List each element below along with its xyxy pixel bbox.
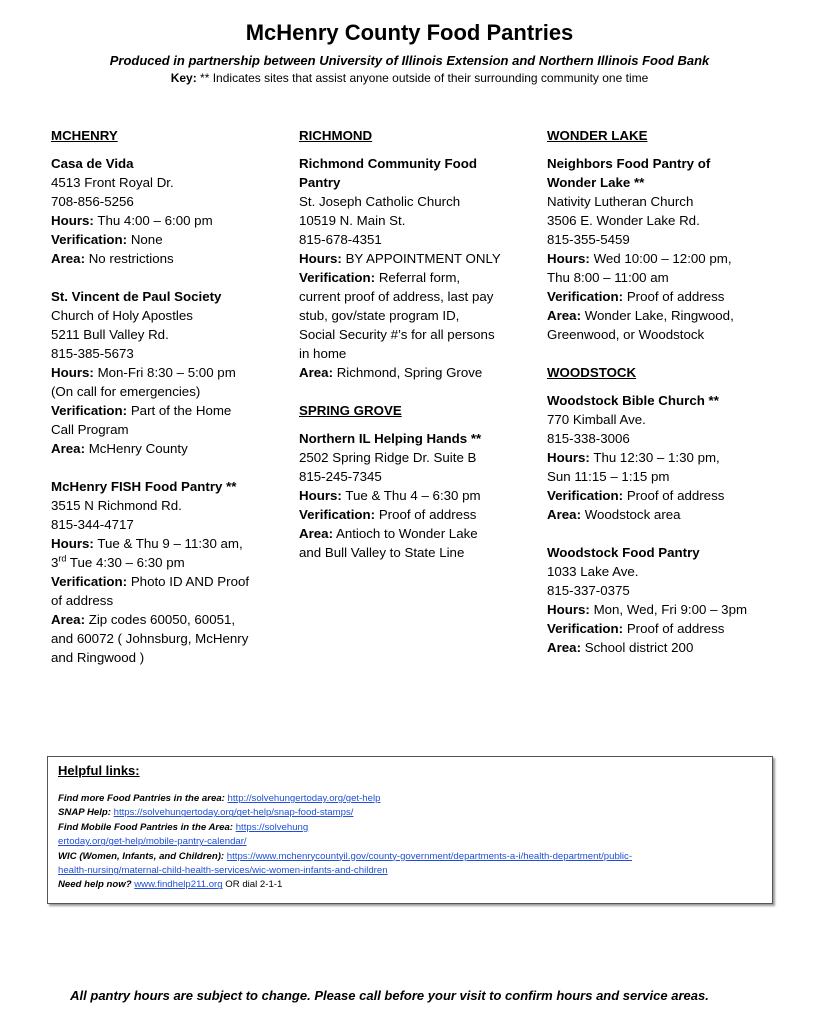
pantry-area xyxy=(51,249,283,268)
hours-label: Hours: xyxy=(299,488,342,503)
column-mchenry xyxy=(51,126,283,686)
pantry-area xyxy=(51,610,283,629)
verification-value: Referral form, xyxy=(378,270,461,285)
link-row-help-now xyxy=(58,878,762,892)
mobile-pantries-link[interactable]: https://solvehung xyxy=(235,821,309,833)
hours-label: Hours: xyxy=(51,536,94,551)
pantry-phone[interactable]: 815-678-4351 xyxy=(299,232,382,247)
pantry-address: 5211 Bull Valley Rd. xyxy=(51,327,169,342)
pantry-hours xyxy=(547,600,787,619)
area-value: Antioch to Wonder Lake xyxy=(335,526,478,541)
link-row-wic xyxy=(58,850,762,864)
hours-label: Hours: xyxy=(547,602,590,617)
pantry-area xyxy=(299,363,531,382)
link-label: Find Mobile Food Pantries in the Area: xyxy=(58,821,234,833)
area-label: Area: xyxy=(547,308,581,323)
hours-label: Hours: xyxy=(51,365,94,380)
pantry-address: 3506 E. Wonder Lake Rd. xyxy=(547,213,700,228)
page-header xyxy=(0,18,819,86)
pantry-name: Woodstock Food Pantry xyxy=(547,545,700,560)
area-label: Area: xyxy=(547,640,581,655)
pantry-verification xyxy=(51,230,283,249)
pantry-area xyxy=(547,638,787,657)
pantry-name: Casa de Vida xyxy=(51,156,134,171)
area-continued: and 60072 ( Johnsburg, McHenry xyxy=(51,631,249,646)
pantry-name: Northern IL Helping Hands ** xyxy=(299,431,482,446)
pantry-hours xyxy=(299,249,531,268)
pantry-address: 4513 Front Royal Dr. xyxy=(51,175,174,190)
area-label: Area: xyxy=(299,526,333,541)
hours-value: Mon-Fri 8:30 – 5:00 pm xyxy=(97,365,236,380)
pantry-northern-il-helping-hands xyxy=(299,429,531,562)
hours-value: Thu 12:30 – 1:30 pm, xyxy=(593,450,720,465)
area-label: Area: xyxy=(299,365,333,380)
verification-label: Verification: xyxy=(299,507,376,522)
pantry-hours xyxy=(299,486,531,505)
key-label: Key: xyxy=(170,71,197,85)
mobile-pantries-link-continued[interactable]: ertoday.org/get-help/mobile-pantry-calendar/ xyxy=(58,836,247,848)
region-heading-richmond: RICHMOND xyxy=(299,128,373,143)
pantry-verification xyxy=(299,268,531,287)
hours-value: Tue & Thu 9 – 11:30 am, xyxy=(97,536,243,551)
pantry-org: Nativity Lutheran Church xyxy=(547,194,694,209)
verification-label: Verification: xyxy=(547,289,624,304)
area-value: Woodstock area xyxy=(584,507,681,522)
verification-label: Verification: xyxy=(547,621,624,636)
verification-continued: stub, gov/state program ID, xyxy=(299,308,460,323)
verification-label: Verification: xyxy=(299,270,376,285)
pantry-address: 2502 Spring Ridge Dr. Suite B xyxy=(299,450,477,465)
pantry-org: Church of Holy Apostles xyxy=(51,308,193,323)
pantry-casa-de-vida xyxy=(51,154,283,268)
pantry-area xyxy=(547,505,787,524)
page-subtitle: Produced in partnership between University of Illinois Extension and Northern Illinois Food Bank xyxy=(109,53,710,68)
column-richmond xyxy=(299,126,531,581)
hours-label: Hours: xyxy=(299,251,342,266)
pantry-hours xyxy=(51,363,283,382)
wic-link[interactable]: https://www.mchenrycountyil.gov/county-government/departments-a-i/health-department/public- xyxy=(226,850,633,862)
hours-value: Tue & Thu 4 – 6:30 pm xyxy=(345,488,481,503)
pantry-st-vincent xyxy=(51,287,283,458)
area-value: Wonder Lake, Ringwood, xyxy=(584,308,734,323)
pantry-name: Richmond Community Food xyxy=(299,156,478,171)
link-label: Need help now? xyxy=(58,879,132,891)
pantry-area xyxy=(547,306,787,325)
hours-label: Hours: xyxy=(547,251,590,266)
pantry-address: 1033 Lake Ave. xyxy=(547,564,639,579)
verification-value: Photo ID AND Proof xyxy=(130,574,250,589)
hours-value: Mon, Wed, Fri 9:00 – 3pm xyxy=(593,602,748,617)
link-row-snap xyxy=(58,806,762,820)
link-row-mobile-pantries-continued xyxy=(58,835,762,849)
hours-label: Hours: xyxy=(547,450,590,465)
verification-value: None xyxy=(130,232,163,247)
area-value: Richmond, Spring Grove xyxy=(336,365,483,380)
pantry-woodstock-food-pantry xyxy=(547,543,787,657)
pantry-address: 3515 N Richmond Rd. xyxy=(51,498,182,513)
verification-continued: in home xyxy=(299,346,347,361)
verification-value: Proof of address xyxy=(626,621,725,636)
hours-continued: Sun 11:15 – 1:15 pm xyxy=(547,469,670,484)
verification-continued: of address xyxy=(51,593,114,608)
region-heading-spring-grove: SPRING GROVE xyxy=(299,403,402,418)
link-row-wic-continued xyxy=(58,864,762,878)
area-continued: and Ringwood ) xyxy=(51,650,145,665)
pantry-woodstock-bible-church xyxy=(547,391,787,524)
pantry-name: Woodstock Bible Church ** xyxy=(547,393,719,408)
area-label: Area: xyxy=(51,251,85,266)
pantry-hours xyxy=(547,448,787,467)
link-row-mobile-pantries xyxy=(58,821,762,835)
area-value: Zip codes 60050, 60051, xyxy=(88,612,236,627)
pantry-address: 10519 N. Main St. xyxy=(299,213,406,228)
pantry-hours-note: (On call for emergencies) xyxy=(51,384,201,399)
pantry-richmond-community xyxy=(299,154,531,382)
pantry-org: St. Joseph Catholic Church xyxy=(299,194,461,209)
pantry-neighbors-wonder-lake xyxy=(547,154,787,344)
area-value: McHenry County xyxy=(88,441,188,456)
find-pantries-link[interactable]: http://solvehungertoday.org/get-help xyxy=(227,793,381,804)
pantry-address: 770 Kimball Ave. xyxy=(547,412,646,427)
verification-value: Proof of address xyxy=(626,289,725,304)
pantry-name: St. Vincent de Paul Society xyxy=(51,289,222,304)
pantry-phone[interactable]: 815-245-7345 xyxy=(299,469,382,484)
pantry-name-continued: Wonder Lake ** xyxy=(547,175,645,190)
verification-value: Proof of address xyxy=(378,507,477,522)
verification-label: Verification: xyxy=(51,232,128,247)
region-heading-woodstock: WOODSTOCK xyxy=(547,365,637,380)
helpful-links-box xyxy=(47,756,773,904)
pantry-phone[interactable]: 815-344-4717 xyxy=(51,517,134,532)
page-title: McHenry County Food Pantries xyxy=(245,20,574,45)
hours-ordinal: 3 xyxy=(51,555,59,570)
pantry-name: McHenry FISH Food Pantry ** xyxy=(51,479,237,494)
pantry-mchenry-fish xyxy=(51,477,283,667)
pantry-phone[interactable]: 708-856-5256 xyxy=(51,194,134,209)
hours-continued: Thu 8:00 – 11:00 am xyxy=(547,270,669,285)
pantry-verification xyxy=(51,401,283,420)
key-text: ** Indicates sites that assist anyone outside of their surrounding community one time xyxy=(200,71,649,85)
area-value: No restrictions xyxy=(88,251,174,266)
hours-label: Hours: xyxy=(51,213,94,228)
hours-value: Wed 10:00 – 12:00 pm, xyxy=(593,251,732,266)
pantry-name: Neighbors Food Pantry of xyxy=(547,156,711,171)
pantry-phone[interactable]: 815-385-5673 xyxy=(51,346,134,361)
region-heading-mchenry: MCHENRY xyxy=(51,128,118,143)
pantry-phone[interactable]: 815-337-0375 xyxy=(547,583,630,598)
link-label: SNAP Help: xyxy=(58,807,111,819)
verification-value: Proof of address xyxy=(626,488,725,503)
verification-continued: current proof of address, last pay xyxy=(299,289,494,304)
snap-help-link[interactable]: https://solvehungertoday.org/get-help/snap-food-stamps/ xyxy=(113,807,354,819)
pantry-phone[interactable]: 815-355-5459 xyxy=(547,232,630,247)
pantry-hours xyxy=(51,211,283,230)
verification-continued: Social Security #’s for all persons xyxy=(299,327,495,342)
area-label: Area: xyxy=(547,507,581,522)
link-label: WIC (Women, Infants, and Children): xyxy=(58,850,225,862)
helpful-links-title: Helpful links: xyxy=(58,763,140,778)
pantry-verification xyxy=(299,505,531,524)
hours-value: Thu 4:00 – 6:00 pm xyxy=(97,213,213,228)
pantry-verification xyxy=(547,287,787,306)
hours-ordinal-suffix: rd xyxy=(58,553,67,564)
verification-value: Part of the Home xyxy=(130,403,232,418)
verification-label: Verification: xyxy=(51,403,128,418)
pantry-hours xyxy=(547,249,787,268)
hours-value: BY APPOINTMENT ONLY xyxy=(345,251,501,266)
pantry-verification xyxy=(547,486,787,505)
area-label: Area: xyxy=(51,441,85,456)
pantry-hours xyxy=(51,534,283,553)
pantry-area xyxy=(51,439,283,458)
area-continued: and Bull Valley to State Line xyxy=(299,545,465,560)
hours-rest: Tue 4:30 – 6:30 pm xyxy=(66,555,185,570)
footer-disclaimer: All pantry hours are subject to change. Please call before your visit to confirm hours and service areas. xyxy=(70,988,709,1003)
area-value: School district 200 xyxy=(584,640,694,655)
region-heading-wonder-lake: WONDER LAKE xyxy=(547,128,648,143)
link-label: Find more Food Pantries in the area: xyxy=(58,793,225,804)
area-continued: Greenwood, or Woodstock xyxy=(547,327,705,342)
verification-label: Verification: xyxy=(51,574,128,589)
column-wonder-lake xyxy=(547,126,787,676)
hours-continued xyxy=(51,553,283,572)
area-label: Area: xyxy=(51,612,85,627)
wic-link-continued[interactable]: health-nursing/maternal-child-health-services/wic-women-infants-and-children xyxy=(58,865,388,877)
key-line xyxy=(0,70,819,86)
pantry-name-continued: Pantry xyxy=(299,175,341,190)
pantry-verification xyxy=(547,619,787,638)
verification-continued: Call Program xyxy=(51,422,129,437)
link-row-find-pantries xyxy=(58,792,762,806)
dial-211-text: OR dial 2-1-1 xyxy=(222,879,283,891)
findhelp-link[interactable]: www.findhelp211.org xyxy=(134,879,223,891)
pantry-phone[interactable]: 815-338-3006 xyxy=(547,431,630,446)
pantry-verification xyxy=(51,572,283,591)
verification-label: Verification: xyxy=(547,488,624,503)
pantry-area xyxy=(299,524,531,543)
